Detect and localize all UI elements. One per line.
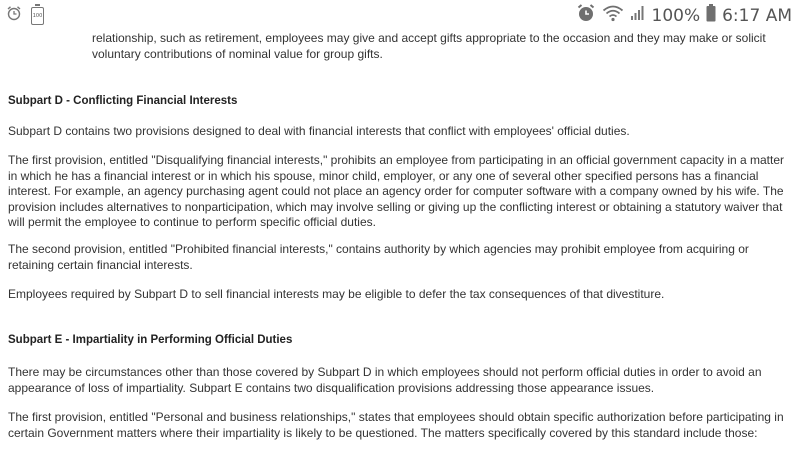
battery-saver-icon: [31, 7, 44, 25]
subpart-e-paragraph-1: There may be circumstances other than those covered by Subpart D in which employees should not perform official duties in order to avoid an appearance of loss of impartiality. Subpart E contains two disqualification provisions addressing those appearance issues.: [8, 365, 762, 395]
battery-saver-label: 100: [32, 12, 43, 19]
wifi-icon: [602, 4, 624, 27]
status-bar: [0, 0, 800, 30]
alarm-clock-icon: [6, 5, 22, 26]
battery-percentage: 100%: [651, 5, 701, 26]
subpart-d-heading: Subpart D - Conflicting Financial Interests: [8, 95, 238, 107]
battery-icon: [706, 4, 716, 27]
subpart-d-paragraph-4: Employees required by Subpart D to sell financial interests may be eligible to defer the tax consequences of that divestiture.: [8, 287, 665, 301]
alarm-icon: [576, 3, 596, 28]
signal-strength-icon: [630, 5, 646, 26]
subpart-d-paragraph-2: The first provision, entitled "Disqualifying financial interests," prohibits an employee from participating in an official government capacity in a matter in which he has a financial interest or in which his spouse, minor child, employer, or any one of several other specified persons has a financial interest. For example, an agency purchasing agent could not place an agency order for computer software with a company owned by his wife. The provision includes alternatives to nonparticipation, which may involve selling or giving up the conflicting interest or obtaining a statutory waiver that will permit the employee to continue to perform specific official duties.: [8, 153, 785, 229]
subpart-e-heading: Subpart E - Impartiality in Performing Official Duties: [8, 334, 293, 346]
subpart-d-paragraph-3: The second provision, entitled "Prohibited financial interests," contains authority by which agencies may prohibit employee from acquiring or retaining certain financial interests.: [8, 242, 749, 272]
clock-time: 6:17 AM: [722, 5, 792, 26]
subpart-e-paragraph-2: The first provision, entitled "Personal and business relationships," states that employees should obtain specific authorization before participating in certain Government matters where their impartiality is likely to be questioned. The matters specifically covered by this standard include those:: [8, 410, 784, 440]
intro-paragraph-tail: relationship, such as retirement, employees may give and accept gifts appropriate to the occasion and they may make or solicit voluntary contributions of nominal value for group gifts.: [92, 31, 766, 61]
subpart-d-paragraph-1: Subpart D contains two provisions designed to deal with financial interests that conflict with employees' official duties.: [8, 124, 630, 138]
